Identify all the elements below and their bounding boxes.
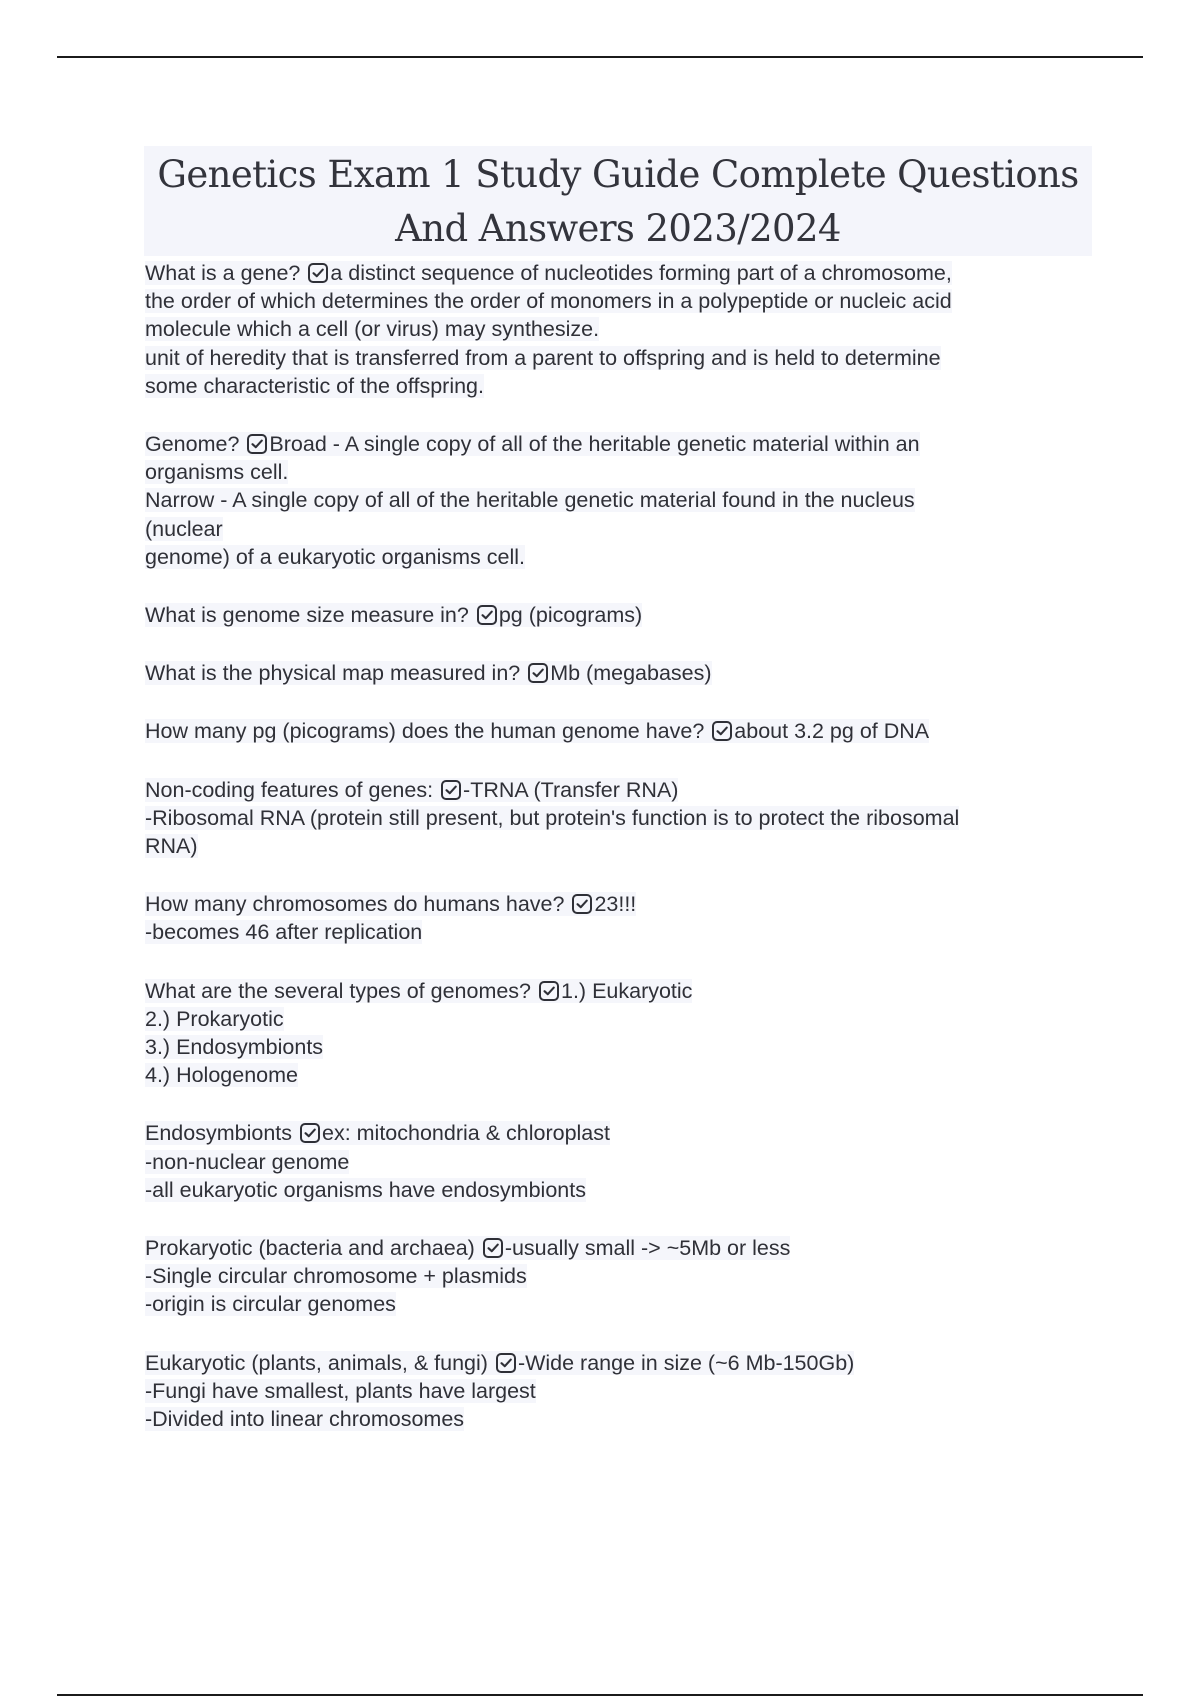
answer-line [145, 372, 1075, 400]
page-title [144, 148, 1092, 256]
qa-first-line [145, 717, 1075, 745]
answer-line-text: 4.) Hologenome [145, 1063, 298, 1088]
answer-line [145, 515, 1075, 543]
checkbox-checked-icon [528, 663, 548, 683]
answer-line [145, 344, 1075, 372]
qa-first-line [145, 1234, 1075, 1262]
answer-text: ex: mitochondria & chloroplast [321, 1121, 610, 1146]
answer-line [145, 543, 1075, 571]
qa-first-line-highlight [145, 432, 920, 456]
qa-item [145, 717, 1075, 745]
answer-text: -Wide range in size (~6 Mb-150Gb) [517, 1350, 855, 1375]
qa-item [145, 659, 1075, 687]
answer-line [145, 1262, 1075, 1290]
qa-item [145, 1349, 1075, 1434]
answer-text: Broad - A single copy of all of the heritable genetic material within an [269, 432, 920, 457]
answer-text: pg (picograms) [498, 603, 643, 628]
qa-item [145, 977, 1075, 1090]
qa-first-line [145, 259, 1075, 287]
answer-line [145, 1148, 1075, 1176]
qa-item [145, 1234, 1075, 1319]
answer-text: 1.) Eukaryotic [561, 978, 693, 1003]
qa-first-line-highlight [145, 1121, 610, 1145]
answer-line-text: -all eukaryotic organisms have endosymbionts [145, 1177, 586, 1202]
answer-line-text: -Single circular chromosome + plasmids [145, 1264, 527, 1289]
qa-first-line-highlight [145, 979, 692, 1003]
answer-text: 23!!! [594, 892, 637, 917]
answer-line [145, 315, 1075, 343]
question-text: Genome? [145, 432, 240, 457]
answer-line-text: the order of which determines the order of monomers in a polypeptide or nucleic acid [145, 289, 952, 314]
qa-item [145, 430, 1075, 571]
qa-first-line [145, 977, 1075, 1005]
answer-line [145, 1005, 1075, 1033]
checkbox-checked-icon [572, 894, 592, 914]
answer-line [145, 1290, 1075, 1318]
checkbox-checked-icon [308, 263, 328, 283]
qa-first-line-highlight [145, 661, 712, 685]
answer-line-text: unit of heredity that is transferred from a parent to offspring and is held to determine [145, 345, 941, 370]
answer-line [145, 486, 1075, 514]
question-text: What is the physical map measured in? [145, 661, 521, 686]
qa-first-line-highlight [145, 778, 678, 802]
checkbox-checked-icon [539, 981, 559, 1001]
answer-text: about 3.2 pg of DNA [734, 719, 930, 744]
qa-item [145, 890, 1075, 946]
checkbox-checked-icon [712, 721, 732, 741]
answer-line-text: (nuclear [145, 516, 223, 541]
answer-line [145, 1061, 1075, 1089]
answer-line-text: 2.) Prokaryotic [145, 1006, 284, 1031]
answer-line-text: -becomes 46 after replication [145, 920, 423, 945]
qa-item [145, 601, 1075, 629]
qa-first-line [145, 776, 1075, 804]
answer-line-text: -origin is circular genomes [145, 1292, 396, 1317]
qa-first-line-highlight [145, 1351, 854, 1375]
qa-first-line-highlight [145, 892, 636, 916]
qa-first-line [145, 1119, 1075, 1147]
answer-line [145, 458, 1075, 486]
qa-first-line-highlight [145, 719, 929, 743]
question-text: What is genome size measure in? [145, 603, 469, 628]
answer-line-text: -Fungi have smallest, plants have largest [145, 1378, 536, 1403]
answer-line [145, 1176, 1075, 1204]
checkbox-checked-icon [477, 605, 497, 625]
bottom-rule [57, 1694, 1143, 1696]
checkbox-checked-icon [483, 1238, 503, 1258]
qa-first-line [145, 430, 1075, 458]
answer-line [145, 1377, 1075, 1405]
answer-line-text: -non-nuclear genome [145, 1149, 350, 1174]
answer-line-text: 3.) Endosymbionts [145, 1035, 324, 1060]
qa-first-line [145, 1349, 1075, 1377]
answer-line-text: molecule which a cell (or virus) may synthesize. [145, 317, 600, 342]
question-text: How many pg (picograms) does the human genome have? [145, 719, 705, 744]
question-text: Eukaryotic (plants, animals, & fungi) [145, 1350, 488, 1375]
answer-line-text: organisms cell. [145, 460, 289, 485]
checkbox-checked-icon [441, 780, 461, 800]
answer-text: -usually small -> ~5Mb or less [504, 1236, 791, 1261]
answer-line [145, 804, 1075, 832]
qa-first-line [145, 659, 1075, 687]
title-line-1: Genetics Exam 1 Study Guide Complete Questions [157, 153, 1079, 196]
answer-line-text: Narrow - A single copy of all of the heritable genetic material found in the nucleus [145, 488, 915, 513]
qa-first-line-highlight [145, 261, 952, 285]
top-rule [57, 56, 1143, 58]
answer-line [145, 918, 1075, 946]
question-text: Prokaryotic (bacteria and archaea) [145, 1236, 475, 1261]
checkbox-checked-icon [496, 1353, 516, 1373]
qa-item [145, 776, 1075, 861]
checkbox-checked-icon [247, 434, 267, 454]
answer-line [145, 1033, 1075, 1061]
answer-text: Mb (megabases) [550, 661, 712, 686]
qa-first-line [145, 601, 1075, 629]
checkbox-checked-icon [300, 1123, 320, 1143]
qa-item [145, 1119, 1075, 1204]
answer-line [145, 832, 1075, 860]
answer-line-text: -Ribosomal RNA (protein still present, but protein's function is to protect the ribosomal [145, 805, 960, 830]
answer-text: -TRNA (Transfer RNA) [463, 777, 679, 802]
answer-line-text: RNA) [145, 834, 198, 859]
answer-line-text: genome) of a eukaryotic organisms cell. [145, 544, 526, 569]
qa-first-line-highlight [145, 1236, 790, 1260]
answer-text: a distinct sequence of nucleotides forming part of a chromosome, [330, 261, 952, 285]
qa-list [145, 259, 1075, 1463]
question-text: How many chromosomes do humans have? [145, 892, 565, 917]
qa-first-line-highlight [145, 603, 642, 627]
answer-line-text: some characteristic of the offspring. [145, 373, 484, 398]
question-text: Endosymbionts [145, 1121, 292, 1146]
question-text: What is a gene? [145, 261, 301, 285]
title-line-2: And Answers 2023/2024 [395, 207, 841, 250]
question-text: What are the several types of genomes? [145, 978, 532, 1003]
qa-item [145, 259, 1075, 400]
question-text: Non-coding features of genes: [145, 777, 434, 802]
answer-line [145, 287, 1075, 315]
answer-line-text: -Divided into linear chromosomes [145, 1407, 465, 1432]
answer-line [145, 1405, 1075, 1433]
qa-first-line [145, 890, 1075, 918]
